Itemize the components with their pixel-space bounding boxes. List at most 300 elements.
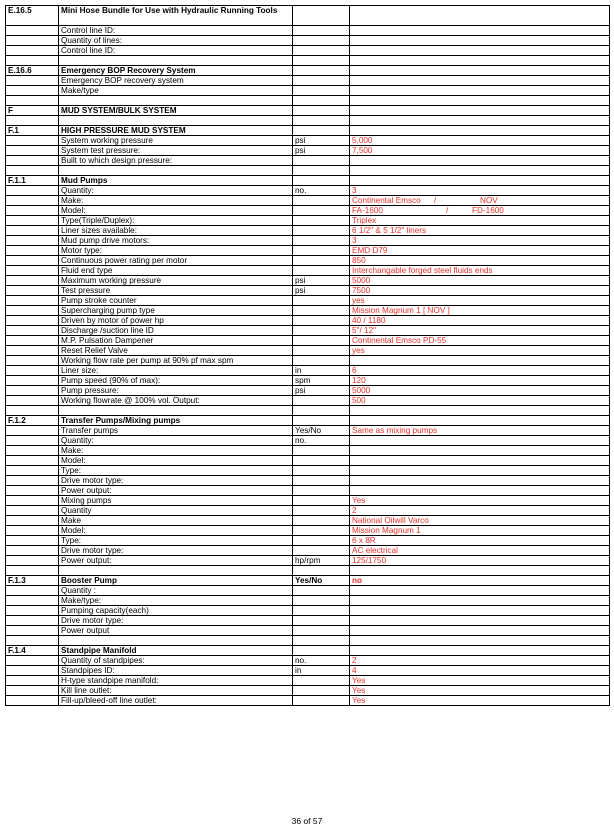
description-cell: Liner size: [59,366,293,376]
unit-cell: psi [293,386,350,396]
value-cell: no [350,576,610,586]
description-cell: Mud pump drive motors: [59,236,293,246]
table-row [6,566,610,576]
table-row [6,686,610,696]
section-code-cell [6,696,59,706]
description-cell: Mud Pumps [59,176,293,186]
description-cell [59,56,293,66]
table-row [6,596,610,606]
section-code-cell [6,546,59,556]
value-cell [350,626,610,636]
description-cell: Test pressure [59,286,293,296]
section-code-cell [6,526,59,536]
value-cell: Yes [350,676,610,686]
table-row [6,186,610,196]
description-cell: Standpipe Manifold [59,646,293,656]
value-cell [350,56,610,66]
value-cell: 3 [350,236,610,246]
section-code-cell [6,366,59,376]
section-code-cell [6,156,59,166]
table-row [6,246,610,256]
description-cell: Transfer Pumps/Mixing pumps [59,416,293,426]
table-row [6,436,610,446]
description-cell: Quantity : [59,586,293,596]
description-cell: Pumping capacity(each) [59,606,293,616]
unit-cell [293,216,350,226]
section-code-cell [6,116,59,126]
section-code-cell: F.1.3 [6,576,59,586]
table-row [6,116,610,126]
unit-cell [293,416,350,426]
unit-cell [293,536,350,546]
section-code-cell [6,56,59,66]
table-row [6,296,610,306]
unit-cell [293,66,350,76]
section-header-row [6,66,610,76]
section-code-cell [6,456,59,466]
section-code-cell: F.1.4 [6,646,59,656]
value-cell [350,156,610,166]
unit-cell [293,26,350,36]
value-cell [350,436,610,446]
unit-cell: psi [293,286,350,296]
unit-cell [293,516,350,526]
value-part-1: Continental Emsco [352,196,421,205]
unit-cell [293,296,350,306]
section-code-cell: F.1 [6,126,59,136]
section-code-cell [6,146,59,156]
section-code-cell [6,396,59,406]
value-cell [350,566,610,576]
unit-cell [293,156,350,166]
value-cell: 5,000 [350,136,610,146]
section-code-cell [6,286,59,296]
description-cell: Fill-up/bleed-off line outlet: [59,696,293,706]
description-cell: Quantity [59,506,293,516]
section-code-cell [6,356,59,366]
section-code-cell [6,296,59,306]
table-row [6,56,610,66]
value-cell: Triplex [350,216,610,226]
value-cell: 6 [350,366,610,376]
description-cell: System working pressure [59,136,293,146]
section-code-cell [6,566,59,576]
unit-cell [293,326,350,336]
value-cell [350,86,610,96]
unit-cell [293,56,350,66]
table-row [6,586,610,596]
description-cell: Type: [59,466,293,476]
section-code-cell [6,226,59,236]
unit-cell [293,176,350,186]
table-row [6,536,610,546]
value-cell: 40 / 1180 [350,316,610,326]
value-cell [350,106,610,116]
section-code-cell [6,256,59,266]
unit-cell [293,496,350,506]
section-code-cell [6,216,59,226]
value-cell: Continental Emsco PD-55 [350,336,610,346]
value-cell: yes [350,296,610,306]
description-cell: HIGH PRESSURE MUD SYSTEM [59,126,293,136]
description-cell: MUD SYSTEM/BULK SYSTEM [59,106,293,116]
value-part-2: NOV [480,196,498,205]
section-code-cell [6,336,59,346]
description-cell: Motor type: [59,246,293,256]
section-code-cell [6,386,59,396]
section-code-cell [6,466,59,476]
section-code-cell [6,436,59,446]
description-cell: Driven by motor of power hp [59,316,293,326]
value-cell: 500 [350,396,610,406]
description-cell: Power output: [59,486,293,496]
section-code-cell [6,86,59,96]
description-cell [59,116,293,126]
table-row [6,496,610,506]
unit-cell: spm [293,376,350,386]
table-row [6,636,610,646]
description-cell: Built to which design pressure: [59,156,293,166]
value-cell: 6 1/2" & 5 1/2" liners [350,226,610,236]
section-header-row [6,576,610,586]
table-row [6,216,610,226]
table-row [6,266,610,276]
description-cell: Continuous power rating per motor [59,256,293,266]
value-separator: / [434,196,437,205]
table-row [6,256,610,266]
table-row [6,156,610,166]
section-code-cell: F.1.1 [6,176,59,186]
section-code-cell [6,676,59,686]
unit-cell [293,506,350,516]
value-cell [350,606,610,616]
value-cell [350,206,610,216]
table-row [6,516,610,526]
description-cell: Quantity of lines: [59,36,293,46]
unit-cell: no. [293,186,350,196]
table-row [6,426,610,436]
unit-cell [293,126,350,136]
table-row [6,376,610,386]
value-cell [350,26,610,36]
unit-cell: no. [293,656,350,666]
table-row [6,166,610,176]
section-code-cell [6,76,59,86]
description-cell: Quantity: [59,436,293,446]
unit-cell: psi [293,136,350,146]
table-row [6,26,610,36]
table-row [6,336,610,346]
unit-cell: no. [293,436,350,446]
description-cell: Control line ID: [59,26,293,36]
value-cell [350,466,610,476]
value-cell [350,66,610,76]
unit-cell [293,6,350,26]
description-cell: Model: [59,456,293,466]
value-cell [350,176,610,186]
value-cell [350,6,610,26]
description-cell: Mini Hose Bundle for Use with Hydraulic Running Tools [59,6,293,26]
value-part-1: FA-1600 [352,206,383,215]
value-cell: 850 [350,256,610,266]
description-cell: System test pressure: [59,146,293,156]
value-cell [350,116,610,126]
table-row [6,696,610,706]
description-cell: Power output: [59,556,293,566]
section-code-cell [6,246,59,256]
description-cell: Supercharging pump type [59,306,293,316]
description-cell: Make: [59,446,293,456]
value-cell: Mission Magnum 1 [350,526,610,536]
unit-cell: psi [293,276,350,286]
description-cell: Type: [59,536,293,546]
unit-cell [293,336,350,346]
value-cell [350,196,610,206]
table-row [6,556,610,566]
unit-cell [293,696,350,706]
unit-cell [293,636,350,646]
unit-cell [293,106,350,116]
value-cell: AC electrical [350,546,610,556]
description-cell: Reset Relief Valve [59,346,293,356]
description-cell: Working flowrate @ 100% vol. Output: [59,396,293,406]
unit-cell [293,456,350,466]
section-code-cell [6,686,59,696]
value-cell [350,76,610,86]
value-cell: 4 [350,666,610,676]
table-row [6,146,610,156]
section-code-cell: F [6,106,59,116]
value-cell [350,46,610,56]
description-cell: Booster Pump [59,576,293,586]
unit-cell [293,476,350,486]
section-code-cell [6,606,59,616]
unit-cell: in [293,666,350,676]
section-header-row [6,106,610,116]
value-cell: 125/1750 [350,556,610,566]
table-row [6,276,610,286]
description-cell: Type(Triple/Duplex): [59,216,293,226]
value-cell [350,356,610,366]
table-row [6,286,610,296]
table-row [6,386,610,396]
value-cell [350,616,610,626]
unit-cell [293,306,350,316]
table-row [6,606,610,616]
unit-cell [293,546,350,556]
unit-cell [293,486,350,496]
description-cell: Standpipes ID: [59,666,293,676]
section-code-cell [6,266,59,276]
value-cell: Interchangable forged steel fluids ends [350,266,610,276]
unit-cell [293,686,350,696]
unit-cell [293,676,350,686]
unit-cell [293,46,350,56]
description-cell: Emergency BOP Recovery System [59,66,293,76]
value-cell [350,646,610,656]
value-cell [350,36,610,46]
value-cell: Yes [350,686,610,696]
table-row [6,196,610,206]
section-code-cell [6,616,59,626]
description-cell: Make [59,516,293,526]
section-code-cell [6,236,59,246]
value-cell [350,476,610,486]
unit-cell: psi [293,146,350,156]
unit-cell [293,246,350,256]
unit-cell [293,606,350,616]
value-cell [350,126,610,136]
unit-cell [293,266,350,276]
table-row [6,46,610,56]
section-code-cell [6,26,59,36]
page-number: 36 of 57 [291,816,323,826]
unit-cell [293,566,350,576]
description-cell: M.P. Pulsation Dampener [59,336,293,346]
section-header-row [6,126,610,136]
description-cell: Kill line outlet: [59,686,293,696]
value-cell [350,416,610,426]
table-row [6,236,610,246]
description-cell [59,566,293,576]
table-row [6,306,610,316]
description-cell: Pump speed (90% of max): [59,376,293,386]
table-row [6,366,610,376]
table-row [6,526,610,536]
table-row [6,676,610,686]
unit-cell [293,86,350,96]
specification-table [5,5,610,706]
table-row [6,626,610,636]
value-cell: EMD D79 [350,246,610,256]
value-cell [350,166,610,176]
table-row [6,36,610,46]
unit-cell [293,406,350,416]
description-cell: Make/type [59,86,293,96]
unit-cell [293,76,350,86]
unit-cell [293,316,350,326]
table-row [6,476,610,486]
section-code-cell [6,36,59,46]
table-row [6,466,610,476]
section-code-cell [6,536,59,546]
section-code-cell [6,596,59,606]
unit-cell: Yes/No [293,576,350,586]
value-cell: Mission Magnum 1 [ NOV ] [350,306,610,316]
section-code-cell [6,316,59,326]
description-cell: Pump stroke counter [59,296,293,306]
description-cell: Model: [59,526,293,536]
value-cell: 3 [350,186,610,196]
table-row [6,346,610,356]
section-code-cell [6,446,59,456]
description-cell: Quantity: [59,186,293,196]
description-cell [59,636,293,646]
section-code-cell [6,346,59,356]
value-cell [350,486,610,496]
value-cell: Yes [350,496,610,506]
unit-cell [293,586,350,596]
unit-cell [293,226,350,236]
unit-cell [293,596,350,606]
description-cell [59,406,293,416]
description-cell: Drive motor type: [59,616,293,626]
value-cell [350,456,610,466]
unit-cell [293,96,350,106]
table-row [6,406,610,416]
table-row [6,356,610,366]
value-cell: National Oilwill Varco [350,516,610,526]
description-cell: Model: [59,206,293,216]
section-code-cell [6,326,59,336]
value-cell: 2 [350,656,610,666]
description-cell: H-type standpipe manifold: [59,676,293,686]
description-cell: Working flow rate per pump at 90% pf max spm [59,356,293,366]
unit-cell: in [293,366,350,376]
description-cell: Power output [59,626,293,636]
section-code-cell [6,196,59,206]
value-part-2: FD-1600 [472,206,504,215]
table-row [6,316,610,326]
section-code-cell [6,656,59,666]
table-row [6,446,610,456]
description-cell: Transfer pumps [59,426,293,436]
unit-cell [293,616,350,626]
unit-cell [293,526,350,536]
value-cell: 5"/ 12" [350,326,610,336]
description-cell: Liner sizes available: [59,226,293,236]
section-code-cell [6,426,59,436]
value-cell: 5000 [350,386,610,396]
unit-cell [293,206,350,216]
section-code-cell [6,136,59,146]
section-code-cell: E.16.5 [6,6,59,26]
section-code-cell [6,516,59,526]
description-cell: Maximum working pressure [59,276,293,286]
section-code-cell [6,306,59,316]
description-cell: Drive motor type: [59,546,293,556]
unit-cell [293,466,350,476]
section-header-row [6,6,610,26]
description-cell: Mixing pumps [59,496,293,506]
value-cell [350,586,610,596]
unit-cell [293,236,350,246]
value-cell: 5000 [350,276,610,286]
section-code-cell [6,626,59,636]
unit-cell [293,626,350,636]
specification-table-body [6,6,610,706]
unit-cell [293,646,350,656]
value-cell [350,96,610,106]
description-cell: Quantity of standpipes: [59,656,293,666]
section-code-cell [6,486,59,496]
table-row [6,456,610,466]
unit-cell [293,396,350,406]
description-cell: Make: [59,196,293,206]
description-cell: Discharge /suction line ID [59,326,293,336]
description-cell: Pump pressure: [59,386,293,396]
table-row [6,226,610,236]
description-cell: Make/type: [59,596,293,606]
unit-cell [293,256,350,266]
table-row [6,506,610,516]
value-cell: 6 x 8R [350,536,610,546]
section-header-row [6,646,610,656]
unit-cell: hp/rpm [293,556,350,566]
section-code-cell [6,166,59,176]
value-cell: Yes [350,696,610,706]
section-code-cell [6,276,59,286]
